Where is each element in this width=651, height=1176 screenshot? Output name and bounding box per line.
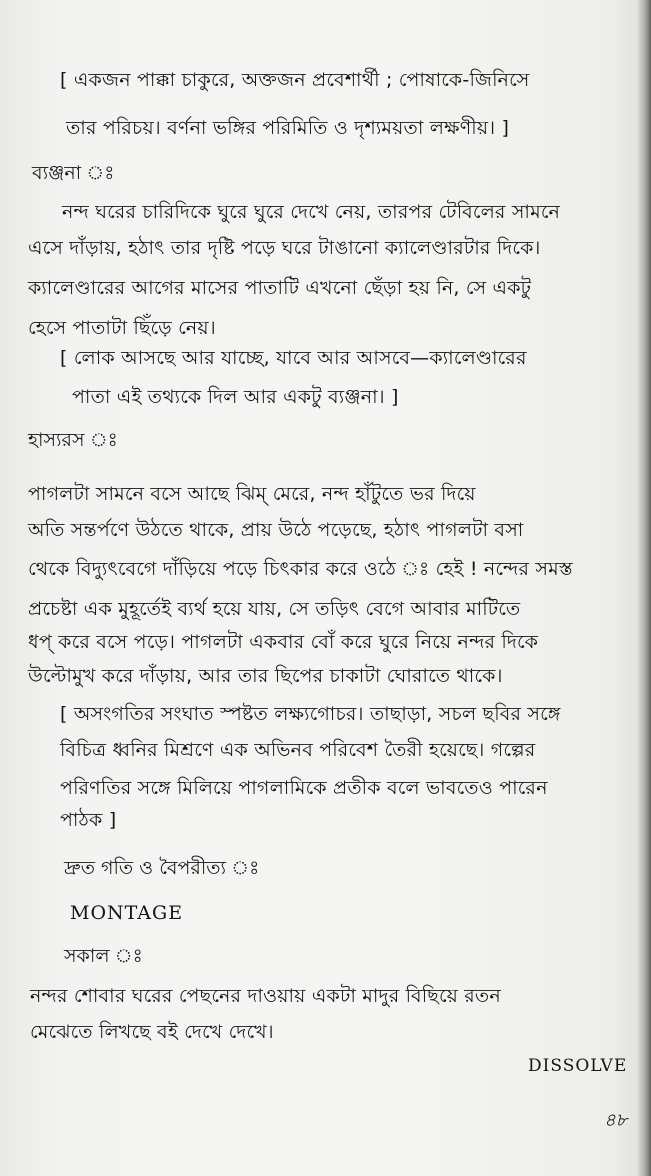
paragraph-line: এসে দাঁড়ায়, হঠাৎ তার দৃষ্টি পড়ে ঘরে টাঙানো ক্যালেণ্ডারটার দিকে। — [28, 237, 541, 259]
note-line: পাতা এই তথ্যকে দিল আর একটু ব্যঞ্জনা। ] — [72, 386, 399, 408]
paragraph-line: ক্যালেণ্ডারের আগের মাসের পাতাটি এখনো ছেঁড়া হয় নি, সে একটু — [28, 277, 532, 299]
section-heading-hasyaras: হাস্যরস ঃ — [28, 429, 118, 451]
note-line-1: [ একজন পাক্কা চাকুরে, অক্তজন প্রবেশার্থী ; পোষাকে-জিনিসে — [60, 69, 530, 91]
note-line: [ লোক আসছে আর যাচ্ছে, যাবে আর আসবে—ক্যালেণ্ডারের — [60, 347, 527, 369]
paragraph-line: প্রচেষ্টা এক মুহূর্তেই ব্যর্থ হয়ে যায়, সে তড়িৎ বেগে আবার মাটিতে — [28, 598, 521, 620]
paragraph-line: উল্টোমুখ করে দাঁড়ায়, আর তার ছিপের চাকাটা ঘোরাতে থাকে। — [28, 665, 503, 687]
paragraph-line: অতি সন্তর্পণে উঠতে থাকে, প্রায় উঠে পড়েছে, হঠাৎ পাগলটা বসা — [28, 519, 524, 541]
note-line: [ অসংগতির সংঘাত স্পষ্টত লক্ষ্যগোচর। তাছাড়া, সচল ছবির সঙ্গে — [60, 703, 561, 725]
paragraph-line: হেসে পাতাটা ছিঁড়ে নেয়। — [28, 317, 216, 339]
section-heading-vyanjana: ব্যঞ্জনা ঃ — [32, 162, 115, 184]
note-line: বিচিত্র ধ্বনির মিশ্রণে এক অভিনব পরিবেশ তৈরী হয়েছে। গল্পের — [60, 739, 536, 761]
note-line: পাঠক ] — [60, 809, 117, 831]
page-number: ৪৮ — [604, 1110, 628, 1131]
montage-label: MONTAGE — [70, 902, 184, 924]
paragraph-line: মেঝেতে লিখছে বই দেখে দেখে। — [30, 1021, 274, 1043]
paragraph-line: নন্দ ঘরের চারিদিকে ঘুরে ঘুরে দেখে নেয়, তারপর টেবিলের সামনে — [62, 201, 561, 223]
page-binding-shadow — [637, 0, 651, 1176]
paragraph-line: থেকে বিদ্যুৎবেগে দাঁড়িয়ে পড়ে চিৎকার করে ওঠে ঃ হেই ! নন্দের সমস্ত — [28, 558, 573, 580]
section-heading-druta-gati: দ্রুত গতি ও বৈপরীত্য ঃ — [64, 857, 260, 879]
paragraph-line: ধপ্ করে বসে পড়ে। পাগলটা একবার বোঁ করে ঘুরে নিয়ে নন্দর দিকে — [28, 631, 539, 653]
paragraph-line: নন্দর শোবার ঘরের পেছনের দাওয়ায় একটা মাদুর বিছিয়ে রতন — [30, 985, 501, 1007]
note-line-2: তার পরিচয়। বর্ণনা ভঙ্গির পরিমিতি ও দৃশ্যময়তা লক্ষণীয়। ] — [66, 117, 510, 139]
scene-subheading: সকাল ঃ — [64, 945, 143, 967]
note-line: পরিণতির সঙ্গে মিলিয়ে পাগলামিকে প্রতীক বলে ভাবতেও পারেন — [60, 777, 548, 799]
paragraph-line: পাগলটা সামনে বসে আছে ঝিম্ মেরে, নন্দ হাঁটুতে ভর দিয়ে — [28, 483, 476, 505]
dissolve-label: DISSOLVE — [528, 1056, 628, 1076]
